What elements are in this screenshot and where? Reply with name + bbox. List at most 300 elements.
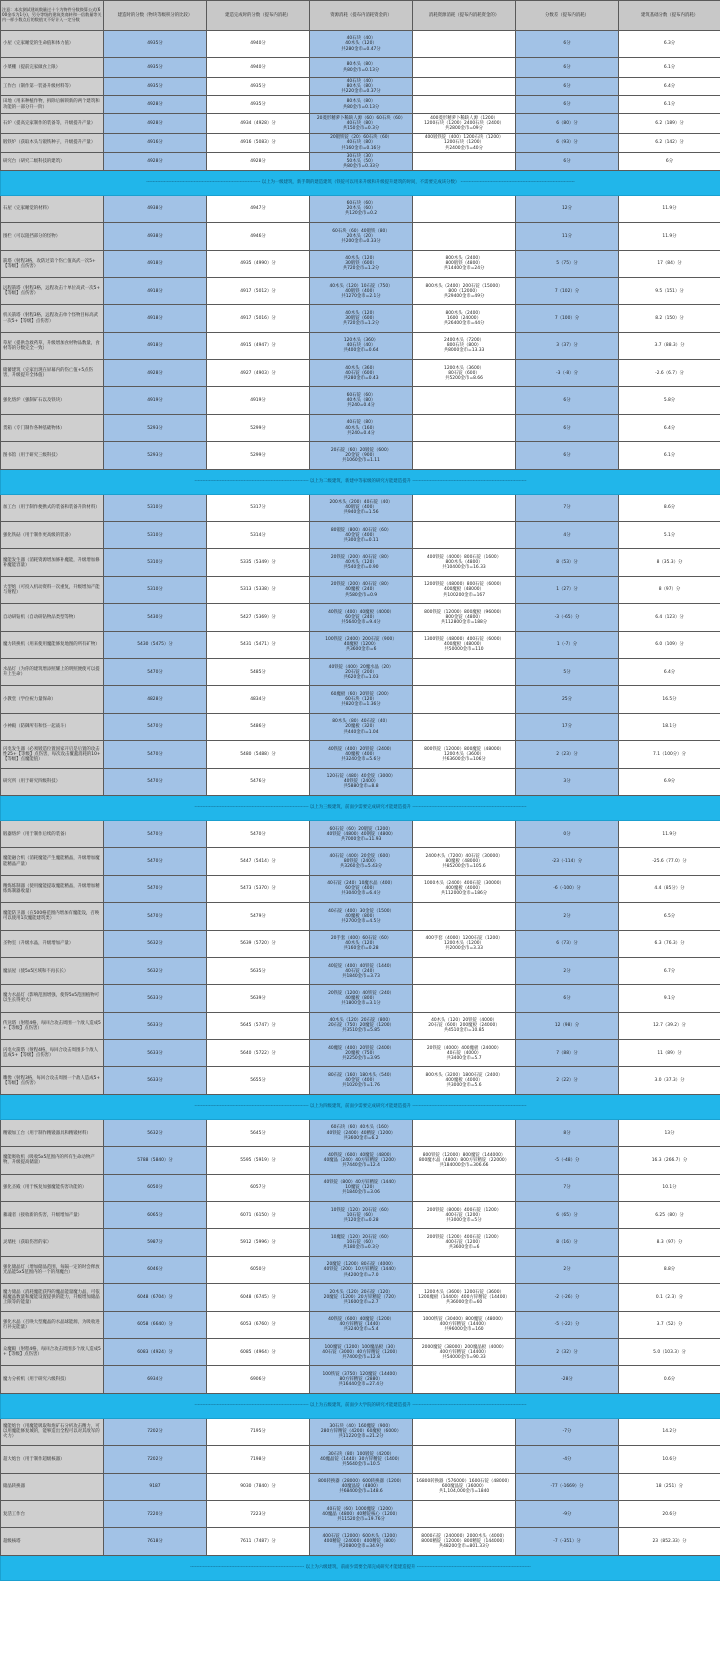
build-score-cell: 4935分 bbox=[104, 31, 207, 58]
resource-cost-cell bbox=[310, 387, 413, 414]
upgrade-cost-cell bbox=[413, 1202, 516, 1229]
header-col-base-score: 建筑基础分数（提布内消耗） bbox=[619, 1, 720, 31]
upgrade-cost-cell bbox=[413, 152, 516, 170]
cost-line: 共1840金币=3.06 bbox=[342, 1190, 380, 1196]
score-diff-cell: -6（-100）分 bbox=[516, 875, 619, 902]
base-score-cell: 20.6分 bbox=[619, 1500, 720, 1527]
finish-score-cell: 5314分 bbox=[207, 522, 310, 549]
upgrade-cost-cell bbox=[413, 631, 516, 658]
base-score-cell: 16.5分 bbox=[619, 686, 720, 713]
build-score-cell: 5632分 bbox=[104, 930, 207, 957]
base-score-cell: 3.0（37.3）分 bbox=[619, 1067, 720, 1094]
build-score-cell: 6934分 bbox=[104, 1366, 207, 1393]
table-row bbox=[1, 576, 720, 603]
finish-score-cell: 5912（5996）分 bbox=[207, 1229, 310, 1256]
cost-line: 共3240金币=5.4 bbox=[343, 1327, 379, 1333]
upgrade-cost-cell bbox=[413, 277, 516, 304]
building-name-cell: 石屋（完家睡觉的材料） bbox=[1, 195, 104, 222]
cost-line: 共280金币=0.47分 bbox=[341, 46, 381, 52]
resource-cost-cell bbox=[310, 494, 413, 521]
build-score-cell: 4928分 bbox=[104, 360, 207, 387]
build-score-cell: 7618分 bbox=[104, 1528, 207, 1555]
finish-score-cell: 7223分 bbox=[207, 1500, 310, 1527]
resource-cost-cell bbox=[310, 848, 413, 875]
building-name-cell: 魔能发生器（消耗资源增加修补魔能，升级增加修补魔能容量） bbox=[1, 549, 104, 576]
cost-line: 40木头（160） bbox=[345, 425, 377, 431]
building-name-cell: 魔力储晶（消耗魔能获得的魔晶能量魔力晶，可依据魔晶数量和魔能设置提供的能力，升级增加储晶上限等的能量） bbox=[1, 1284, 104, 1311]
building-name-cell: 雕像（射程3格，每回合攻击周围一个敌人造成5+【等级】点伤害） bbox=[1, 1067, 104, 1094]
cost-line: 20石锭（60）20锻锭（600） bbox=[330, 447, 392, 453]
cost-line: 20锻铁锭（20）60石块（60） bbox=[330, 135, 392, 141]
cost-line: 280方锌精锭（4200）60魔板（6000） bbox=[320, 1429, 402, 1435]
score-diff-cell: 12分 bbox=[516, 195, 619, 222]
cost-line: 共3600金币=6.2 bbox=[343, 1135, 379, 1141]
finish-score-cell: 5639（5720）分 bbox=[207, 930, 310, 957]
build-score-cell: 5470分 bbox=[104, 768, 207, 795]
resource-cost-cell bbox=[310, 549, 413, 576]
finish-score-cell: 4919分 bbox=[207, 387, 310, 414]
cost-line: 共7400金币=12.8 bbox=[342, 1354, 380, 1360]
cost-line: 40石块（80） bbox=[346, 121, 376, 127]
building-name-cell: 超大炮台（用于制作超级核器） bbox=[1, 1446, 104, 1473]
building-name-cell: 工作台（制作第一装备升级材料等） bbox=[1, 78, 104, 96]
building-name-cell: 魔力水晶灯（影响范围增强，使得5x5范围植物可以生长得更大） bbox=[1, 985, 104, 1012]
cost-line: 共180金币=0.3分 bbox=[342, 1245, 380, 1251]
build-score-cell: 4919分 bbox=[104, 387, 207, 414]
building-name-cell: 灵墙柱（获取伤害的家） bbox=[1, 1229, 104, 1256]
upgrade-cost-cell bbox=[413, 522, 516, 549]
upgrade-cost-cell bbox=[413, 1174, 516, 1201]
table-row bbox=[1, 957, 720, 984]
build-score-cell: 4918分 bbox=[104, 305, 207, 332]
cost-line: 40木头（120） bbox=[345, 560, 377, 566]
cost-line: 共100200金币=167 bbox=[443, 592, 485, 598]
build-score-cell: 5293分 bbox=[104, 414, 207, 441]
build-score-cell: 4938分 bbox=[104, 195, 207, 222]
score-diff-cell: 2（32）分 bbox=[516, 1338, 619, 1365]
base-score-cell: 8（97）分 bbox=[619, 576, 720, 603]
cost-line: 800（12000） bbox=[448, 288, 480, 294]
cost-line: 共720金币=1.2分 bbox=[342, 266, 380, 272]
finish-score-cell: 6071（6150）分 bbox=[207, 1202, 310, 1229]
building-name-cell: 研究台（研究二级科技的建筑） bbox=[1, 152, 104, 170]
cost-line: 20石锭（750）20魔锭（1200） bbox=[328, 1023, 394, 1029]
cost-line: 800石块（800） bbox=[446, 343, 482, 349]
cost-line: 共200金币=0.33分 bbox=[341, 238, 381, 244]
resource-cost-cell bbox=[310, 1528, 413, 1555]
cost-line: 40木头（120） bbox=[345, 256, 377, 262]
finish-score-cell: 5299分 bbox=[207, 414, 310, 441]
base-score-cell: 6.2（189）分 bbox=[619, 113, 720, 134]
base-score-cell: -2.6（6.7）分 bbox=[619, 360, 720, 387]
cost-line: 40魔晶锭（1440）30方锌精锭（1400） bbox=[320, 1456, 402, 1462]
upgrade-cost-cell bbox=[413, 985, 516, 1012]
build-score-cell: 7202分 bbox=[104, 1418, 207, 1445]
cost-line: 2400木头（7200） bbox=[444, 338, 484, 344]
cost-line: 2000魔锭（38000）200魔晶板（4000） bbox=[421, 1344, 507, 1350]
cost-line: 60魔板（60）20铁锭（200） bbox=[330, 691, 392, 697]
cost-line: 40木头（120）20铁锭（4000） bbox=[431, 1018, 497, 1024]
table-row bbox=[1, 820, 720, 847]
cost-line: 共160金币=0.28 bbox=[343, 946, 379, 952]
cost-line: 8000石锭（240000）2000木头（4000） bbox=[421, 1533, 507, 1539]
build-score-cell: 5310分 bbox=[104, 549, 207, 576]
score-diff-cell: -2（-26）分 bbox=[516, 1284, 619, 1311]
table-row bbox=[1, 58, 720, 78]
cost-line: 20铁锭（200）40石锭（80） bbox=[330, 555, 392, 561]
build-score-cell: 6083（4924）分 bbox=[104, 1338, 207, 1365]
finish-score-cell: 7195分 bbox=[207, 1418, 310, 1445]
cost-line: 共820金币=1.36分 bbox=[341, 702, 381, 708]
cost-line: 40铁锭（400）20魔水晶（20） bbox=[328, 664, 394, 670]
cost-line: 60金锭（400） bbox=[345, 886, 377, 892]
table-row bbox=[1, 1500, 720, 1527]
cost-line: 30锻锭（600） bbox=[345, 315, 377, 321]
finish-score-cell: 5447（5414）分 bbox=[207, 848, 310, 875]
table-row bbox=[1, 387, 720, 414]
table-row bbox=[1, 930, 720, 957]
cost-line: 40石锭（3000）40方锌精锭（1200） bbox=[322, 1349, 400, 1355]
table-row bbox=[1, 134, 720, 152]
build-score-cell: 5470分 bbox=[104, 875, 207, 902]
finish-score-cell: 4935分 bbox=[207, 96, 310, 114]
cost-line: 60石块（60）40锻铁（80） bbox=[332, 228, 390, 234]
base-score-cell: 18.1分 bbox=[619, 713, 720, 740]
cost-line: 1600（24000） bbox=[447, 315, 481, 321]
finish-score-cell: 4935分 bbox=[207, 78, 310, 96]
score-diff-cell: 8分 bbox=[516, 1119, 619, 1146]
upgrade-cost-cell bbox=[413, 113, 516, 134]
building-name-cell: 货箱（专门制作各种基础物体） bbox=[1, 414, 104, 441]
table-row bbox=[1, 494, 720, 521]
cost-line: 共160金币=0.16分 bbox=[341, 145, 381, 151]
base-score-cell: 6.0（109）分 bbox=[619, 631, 720, 658]
cost-line: 20石锭（600）200魔板（24000） bbox=[428, 1023, 500, 1029]
finish-score-cell: 4915（4947）分 bbox=[207, 332, 310, 359]
table-row bbox=[1, 442, 720, 469]
resource-cost-cell bbox=[310, 1229, 413, 1256]
building-name-cell: 魔力分析机（用于研究六级科技） bbox=[1, 1366, 104, 1393]
building-name-cell: 精炼炼制器（使用魔能提取魔能精晶，升级增加精炼炼制器收量） bbox=[1, 875, 104, 902]
tier-separator-text: ------------------------------------------------------------------------ 以上为六级建筑，前面少需要全部完成研究才能建造提升 ------------------------------------------------------------------------ bbox=[1, 1555, 720, 1580]
finish-score-cell: 5313（5338）分 bbox=[207, 576, 310, 603]
building-name-cell: 小教堂（学位祝力量保命） bbox=[1, 686, 104, 713]
tier-separator-row bbox=[1, 1393, 720, 1418]
base-score-cell: 8.2（150）分 bbox=[619, 305, 720, 332]
score-diff-cell: 7（100）分 bbox=[516, 305, 619, 332]
table-row bbox=[1, 1067, 720, 1094]
cost-line: 40魔板（800） bbox=[345, 913, 377, 919]
base-score-cell: 11（89）分 bbox=[619, 1040, 720, 1067]
finish-score-cell: 5479分 bbox=[207, 903, 310, 930]
building-name-cell: 锻铁炉（获取木头与锻铁种子，升级提升产量） bbox=[1, 134, 104, 152]
resource-cost-cell bbox=[310, 414, 413, 441]
header-col-upgrade-cost: 消耗资源消耗（提布内消耗资金的） bbox=[413, 1, 516, 31]
resource-cost-cell bbox=[310, 442, 413, 469]
cost-line: 800转换器（28000）600转换器（1200） bbox=[318, 1479, 404, 1485]
finish-score-cell: 5486分 bbox=[207, 713, 310, 740]
tier-separator-text: ------------------------------------------------------------------------ 以上为三级建筑，前面少需要完成研究才能建造提升 ------------------------------------------------------------------------ bbox=[1, 795, 720, 820]
cost-line: 20石锭（200） bbox=[345, 669, 377, 675]
upgrade-cost-cell bbox=[413, 1366, 516, 1393]
building-name-cell: 草屋（提供急救药草，升级增加食材物品数量，食材等的分数完全一致） bbox=[1, 332, 104, 359]
cost-line: 40石锭（240） bbox=[345, 968, 377, 974]
cost-line: 40金锭（400） bbox=[345, 1078, 377, 1084]
cost-line: 10魔锭（120） bbox=[345, 1185, 377, 1191]
resource-cost-cell bbox=[310, 305, 413, 332]
cost-line: 40魔板（1200） bbox=[343, 642, 379, 648]
cost-line: 800铁锭（12000）800魔锭（48000） bbox=[424, 746, 504, 752]
build-score-cell: 5788（5840）分 bbox=[104, 1147, 207, 1174]
table-row bbox=[1, 1528, 720, 1555]
resource-cost-cell bbox=[310, 223, 413, 250]
cost-line: 10石锭（60） bbox=[346, 1212, 376, 1218]
base-score-cell: 17（84）分 bbox=[619, 250, 720, 277]
cost-line: 100铁锭（3750）120魔锭（14400） bbox=[322, 1371, 400, 1377]
finish-score-cell: 4947分 bbox=[207, 195, 310, 222]
cost-line: 80魔板（48000） bbox=[445, 859, 483, 864]
building-name-cell: 箭塔（射程3格，攻防过第个伤亡值高武一次5+【等级】点伤害） bbox=[1, 250, 104, 277]
upgrade-cost-cell bbox=[413, 930, 516, 957]
cost-line: 800锻铁（4800） bbox=[445, 261, 483, 267]
table-row bbox=[1, 1418, 720, 1445]
build-score-cell: 7220分 bbox=[104, 1500, 207, 1527]
cost-line: 共7440金币=12.4 bbox=[342, 1162, 380, 1168]
cost-line: 共2700金币=4.5分 bbox=[341, 918, 381, 924]
cost-line: 共112000金币=186分 bbox=[440, 891, 488, 897]
cost-line: 40木头（120） bbox=[345, 941, 377, 947]
base-score-cell: 6分 bbox=[619, 152, 720, 170]
table-row bbox=[1, 360, 720, 387]
cost-line: 共1060金币=1.11 bbox=[342, 457, 380, 463]
cost-line: 共3260金币=5.43分 bbox=[339, 864, 383, 870]
cost-line: 共5880金币=8.8 bbox=[343, 784, 379, 790]
upgrade-cost-cell bbox=[413, 332, 516, 359]
base-score-cell: 6.2（142）分 bbox=[619, 134, 720, 152]
cost-line: 共2250金币=3.95 bbox=[342, 1055, 380, 1061]
resource-cost-cell bbox=[310, 1012, 413, 1039]
cost-line: 共80金币=0.33分 bbox=[342, 163, 380, 169]
score-diff-cell: -5（-22）分 bbox=[516, 1311, 619, 1338]
building-name-cell: 强化圣殿（用于恢复加强魔能伤害功能的） bbox=[1, 1174, 104, 1201]
tier-separator-text: ------------------------------------------------------------------------ 以上为四级建筑，前面少需要完成研究才能建造提升 ------------------------------------------------------------------------ bbox=[1, 1094, 720, 1119]
upgrade-cost-cell bbox=[413, 713, 516, 740]
finish-score-cell: 4928分 bbox=[207, 152, 310, 170]
base-score-cell: 6.5分 bbox=[619, 903, 720, 930]
resource-cost-cell bbox=[310, 875, 413, 902]
cost-line: 8000精锭（12000）800精锭（144000） bbox=[421, 1538, 507, 1544]
score-diff-cell: -4分 bbox=[516, 1446, 619, 1473]
cost-line: 40石锭（400）20金锭（600） bbox=[329, 853, 393, 859]
cost-line: 100魔锭（1200）100魔晶板（30） bbox=[324, 1344, 398, 1350]
cost-line: 共220金币=0.37分 bbox=[341, 89, 381, 95]
building-name-cell: 魔能防卫器（在500格范围内增加有魔能设，召唤可以使用1次魔能建筑类） bbox=[1, 903, 104, 930]
build-score-cell: 5633分 bbox=[104, 1012, 207, 1039]
score-diff-cell: 7分 bbox=[516, 1174, 619, 1201]
table-row bbox=[1, 1311, 720, 1338]
cost-line: 50木头（50） bbox=[346, 158, 376, 164]
upgrade-cost-cell bbox=[413, 1528, 516, 1555]
building-name-cell: 围栏（可以阻挡部分的怪物） bbox=[1, 223, 104, 250]
upgrade-cost-cell bbox=[413, 305, 516, 332]
cost-line: 60石锭（60）20锻锭（1200） bbox=[329, 826, 393, 832]
cost-line: 1200木头（1200） bbox=[444, 941, 484, 947]
score-diff-cell: 6分 bbox=[516, 58, 619, 78]
resource-cost-cell bbox=[310, 195, 413, 222]
cost-line: 40魔锭（400）20铁锭（2400） bbox=[328, 1045, 394, 1051]
table-row bbox=[1, 223, 720, 250]
resource-cost-cell bbox=[310, 134, 413, 152]
finish-score-cell: 5639分 bbox=[207, 985, 310, 1012]
resource-cost-cell bbox=[310, 250, 413, 277]
cost-line: 80石锭（160）180木头（540） bbox=[328, 1073, 394, 1079]
finish-score-cell: 7611（7487）分 bbox=[207, 1528, 310, 1555]
resource-cost-cell bbox=[310, 1366, 413, 1393]
building-name-cell: 小神殿（防御所有和怪一起战斗） bbox=[1, 713, 104, 740]
build-score-cell: 5470分 bbox=[104, 820, 207, 847]
building-name-cell: 储蓄建筑（完家出现在屏幕内的伤亡值+5点伤害，升级提升全体值） bbox=[1, 360, 104, 387]
resource-cost-cell bbox=[310, 713, 413, 740]
tier-separator-text: ------------------------------------------------------------------------ 以上为二级建筑，新建中等家级的研究方能建造提升 ------------------------------------------------------------------------ bbox=[1, 469, 720, 494]
table-row bbox=[1, 96, 720, 114]
resource-cost-cell bbox=[310, 1473, 413, 1500]
cost-line: 共11220金币=21.2分 bbox=[338, 1434, 384, 1440]
table-row bbox=[1, 1284, 720, 1311]
score-diff-cell: 2（23）分 bbox=[516, 741, 619, 768]
table-row bbox=[1, 659, 720, 686]
build-score-cell: 4935分 bbox=[104, 58, 207, 78]
building-name-cell: 田地（用来种植作物，拆除后解锁新的两个建筑和功能的一部分升一阶） bbox=[1, 96, 104, 114]
cost-line: 20木头（20） bbox=[346, 233, 376, 239]
base-score-cell: 18（251）分 bbox=[619, 1473, 720, 1500]
base-score-cell: -25.6（77.0）分 bbox=[619, 848, 720, 875]
table-row bbox=[1, 985, 720, 1012]
table-row bbox=[1, 686, 720, 713]
resource-cost-cell bbox=[310, 1284, 413, 1311]
cost-line: 10石锭（60） bbox=[346, 1240, 376, 1246]
upgrade-cost-cell bbox=[413, 1338, 516, 1365]
cost-line: 共63600金币=106分 bbox=[442, 756, 486, 762]
cost-line: 2400木头（7200）40石锭（30000） bbox=[425, 853, 503, 859]
cost-line: 40锻锭（400） bbox=[345, 505, 377, 511]
build-score-cell: 4928分 bbox=[104, 96, 207, 114]
score-diff-cell: 7（102）分 bbox=[516, 277, 619, 304]
upgrade-cost-cell bbox=[413, 494, 516, 521]
cost-line: 800魔水晶（4800）800方锌精锭（22000） bbox=[418, 1157, 510, 1163]
finish-score-cell: 4834分 bbox=[207, 686, 310, 713]
cost-line: 共96000金币=160 bbox=[444, 1327, 484, 1333]
cost-line: 40木头（120） bbox=[345, 310, 377, 316]
upgrade-cost-cell bbox=[413, 1147, 516, 1174]
score-diff-cell: 0分 bbox=[516, 820, 619, 847]
building-name-cell: 超级核塔 bbox=[1, 1528, 104, 1555]
table-row bbox=[1, 1174, 720, 1201]
cost-line: 40铁锭（600）40魔锭（1200） bbox=[328, 1317, 394, 1323]
score-diff-cell: 6分 bbox=[516, 442, 619, 469]
cost-line: 80木头（80） bbox=[346, 62, 376, 68]
cost-line: 80铁锭（2400） bbox=[343, 859, 379, 864]
cost-line: 40铁锭（4800）40钢锭（4800） bbox=[326, 831, 396, 837]
build-score-cell: 5470分 bbox=[104, 713, 207, 740]
table-row bbox=[1, 1473, 720, 1500]
build-score-cell: 4828分 bbox=[104, 686, 207, 713]
cost-line: 40木头（120） bbox=[345, 41, 377, 47]
cost-line: 40铁锭（200）10方锌精锭（1440） bbox=[323, 1267, 399, 1273]
cost-line: 60金锭（240） bbox=[345, 614, 377, 620]
cost-line: 40石块（80） bbox=[346, 140, 376, 146]
resource-cost-cell bbox=[310, 957, 413, 984]
cost-line: 80木头（80） bbox=[346, 84, 376, 90]
cost-line: 200铁锭（8000）400石锭（1200） bbox=[426, 1207, 502, 1213]
upgrade-cost-cell bbox=[413, 134, 516, 152]
score-diff-cell: 6（93）分 bbox=[516, 134, 619, 152]
base-score-cell: 8.3（97）分 bbox=[619, 1229, 720, 1256]
cost-line: 共1270金币=2.1分 bbox=[341, 293, 381, 299]
cost-line: 200木头（200）40石锭（40） bbox=[329, 500, 393, 506]
build-score-cell: 5633分 bbox=[104, 985, 207, 1012]
score-diff-cell: 2分 bbox=[516, 957, 619, 984]
build-score-cell: 5633分 bbox=[104, 1040, 207, 1067]
build-score-cell: 4918分 bbox=[104, 277, 207, 304]
finish-score-cell: 6053（6760）分 bbox=[207, 1311, 310, 1338]
cost-line: 共26400金币=44分 bbox=[443, 321, 485, 327]
cost-line: 1000铁锭（30400）800魔锭（48000） bbox=[422, 1317, 506, 1323]
score-diff-cell: 6分 bbox=[516, 31, 619, 58]
finish-score-cell: 4927（4903）分 bbox=[207, 360, 310, 387]
cost-line: 20魔锭（1200）20方锌精锭（720） bbox=[323, 1294, 399, 1300]
cost-line: 80方锌精锭（2880） bbox=[339, 1377, 383, 1383]
finish-score-cell: 6906分 bbox=[207, 1366, 310, 1393]
upgrade-cost-cell bbox=[413, 576, 516, 603]
resource-cost-cell bbox=[310, 277, 413, 304]
score-diff-cell: 5分 bbox=[516, 659, 619, 686]
build-score-cell: 5987分 bbox=[104, 1229, 207, 1256]
upgrade-cost-cell bbox=[413, 1067, 516, 1094]
cost-line: 40木头（80） bbox=[346, 398, 376, 404]
cost-line: 20手套（400）60石锭（60） bbox=[330, 936, 392, 942]
cost-line: 800木头（3200）1800石锭（2400） bbox=[425, 1073, 503, 1079]
building-name-cell: 小屋（完家睡觉的生命值和体力值） bbox=[1, 31, 104, 58]
cost-line: 400方锌精锭（14400） bbox=[439, 1349, 489, 1355]
cost-line: 30锻铁（600） bbox=[345, 261, 377, 267]
building-name-cell: 大型炮（可投入机动资料一次重复，升级增加产能与射程） bbox=[1, 576, 104, 603]
cost-line: 共1600金币=2.7 bbox=[343, 1299, 379, 1305]
base-score-cell: 5.0（103.3）分 bbox=[619, 1338, 720, 1365]
resource-cost-cell bbox=[310, 930, 413, 957]
cost-line: 共440金币=1.04 bbox=[343, 729, 379, 735]
base-score-cell: 5.1分 bbox=[619, 522, 720, 549]
cost-line: 400铁锭（4000）800石锭（1600） bbox=[426, 555, 502, 561]
upgrade-cost-cell bbox=[413, 741, 516, 768]
table-row bbox=[1, 713, 720, 740]
cost-line: 共54000金币=90.33 bbox=[442, 1354, 486, 1360]
cost-line: 共29400金币=49分 bbox=[443, 293, 485, 299]
cost-line: 400魔板（4000） bbox=[445, 1078, 483, 1084]
cost-line: 共1840金币=3.73 bbox=[342, 973, 380, 979]
building-name-cell: 自动研钻机（自动研钻物品类型等物） bbox=[1, 604, 104, 631]
upgrade-cost-cell bbox=[413, 58, 516, 78]
cost-line: 20木头（120）20石锭（120） bbox=[329, 1289, 393, 1295]
finish-score-cell: 5473（5370）分 bbox=[207, 875, 310, 902]
cost-line: 1200铁锭（48000）800石锭（6000） bbox=[424, 582, 504, 588]
cost-line: 共5640金币=9.4分 bbox=[341, 619, 381, 625]
base-score-cell: 8.8分 bbox=[619, 1256, 720, 1283]
score-diff-cell: -5（-48）分 bbox=[516, 1147, 619, 1174]
resource-cost-cell bbox=[310, 1119, 413, 1146]
finish-score-cell: 4935（4990）分 bbox=[207, 250, 310, 277]
cost-line: 共8000金币=13.33 bbox=[443, 348, 485, 354]
cost-line: 400石锭（1200） bbox=[445, 1212, 483, 1218]
